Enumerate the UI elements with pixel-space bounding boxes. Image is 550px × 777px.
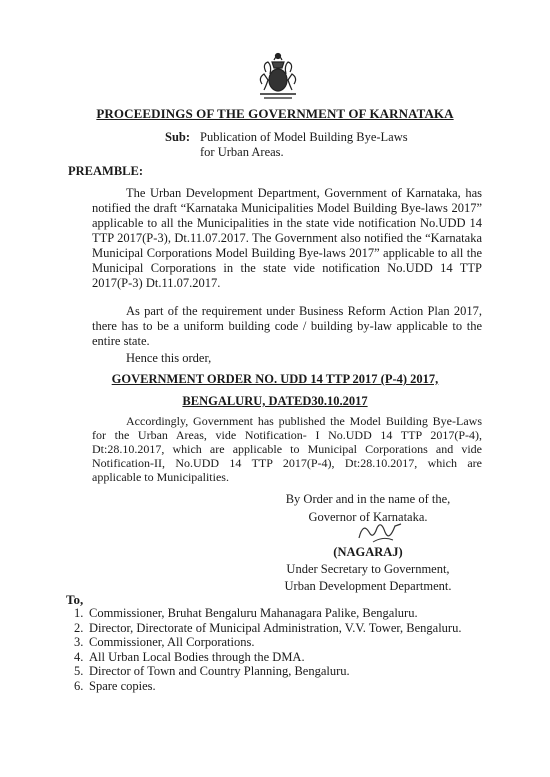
list-item: 4. All Urban Local Bodies through the DMA. xyxy=(74,649,305,664)
page-title: PROCEEDINGS OF THE GOVERNMENT OF KARNATAKA xyxy=(96,106,454,121)
hence-line: Hence this order, xyxy=(126,351,212,365)
signatory-designation-1: Under Secretary to Government, xyxy=(286,562,450,576)
preamble-paragraph-2: As part of the requirement under Business Reform Action Plan 2017, there has to be a uniform building code / building by-law applicable to the entire state. xyxy=(92,304,482,348)
handwritten-signature xyxy=(355,518,405,546)
signature-line-1: By Order and in the name of the, xyxy=(285,492,451,506)
subject-label: Sub: xyxy=(165,130,191,144)
preamble-heading: PREAMBLE: xyxy=(68,164,143,178)
preamble-paragraph-1: The Urban Development Department, Government of Karnataka, has notified the draft “Karnataka Municipalities Model Building Bye-laws 2017” applicable to all the Municipalities in the state vide notification No.UDD 14 TTP 2017(P-3), Dt.11.07.2017. The Government also notified the “Karnataka Municipal Corporations Model Building Bye-laws 2017” applicable to all the Municipal Corporations in the state vide notification No.UDD 14 TTP 2017(P-3) Dt.11.07.2017. xyxy=(92,186,482,290)
karnataka-emblem-icon xyxy=(254,50,302,102)
list-item: 2. Director, Directorate of Municipal Administration, V.V. Tower, Bengaluru. xyxy=(74,620,462,635)
list-item: 6. Spare copies. xyxy=(74,678,156,693)
signatory-name: (NAGARAJ) xyxy=(333,545,403,559)
recipients-heading: To, xyxy=(66,592,84,607)
order-number: GOVERNMENT ORDER NO. UDD 14 TTP 2017 (P-4) 2017, xyxy=(111,372,439,386)
order-date: BENGALURU, DATED30.10.2017 xyxy=(182,394,368,408)
signature-line-2: Governor of Karnataka. xyxy=(308,510,428,524)
list-item: 1. Commissioner, Bruhat Bengaluru Mahanagara Palike, Bengaluru. xyxy=(74,606,418,620)
recipients-list xyxy=(74,606,494,693)
subject-text: Publication of Model Building Bye-Laws for Urban Areas. xyxy=(200,130,408,159)
list-item: 3. Commissioner, All Corporations. xyxy=(74,635,255,649)
signatory-designation-2: Urban Development Department. xyxy=(284,579,452,593)
list-item: 5. Director of Town and Country Planning, Bengaluru. xyxy=(74,664,350,678)
order-paragraph: Accordingly, Government has published the Model Building Bye-Laws for the Urban Areas, vide Notification- I No.UDD 14 TTP 2017(P-4), Dt:28.10.2017, which are applicable to Municipal Corporations and vide Notification-II, No.UDD 14 TTP 2017(P-4), Dt:28.10.2017, which are applicable to Municipalities. xyxy=(92,414,482,484)
